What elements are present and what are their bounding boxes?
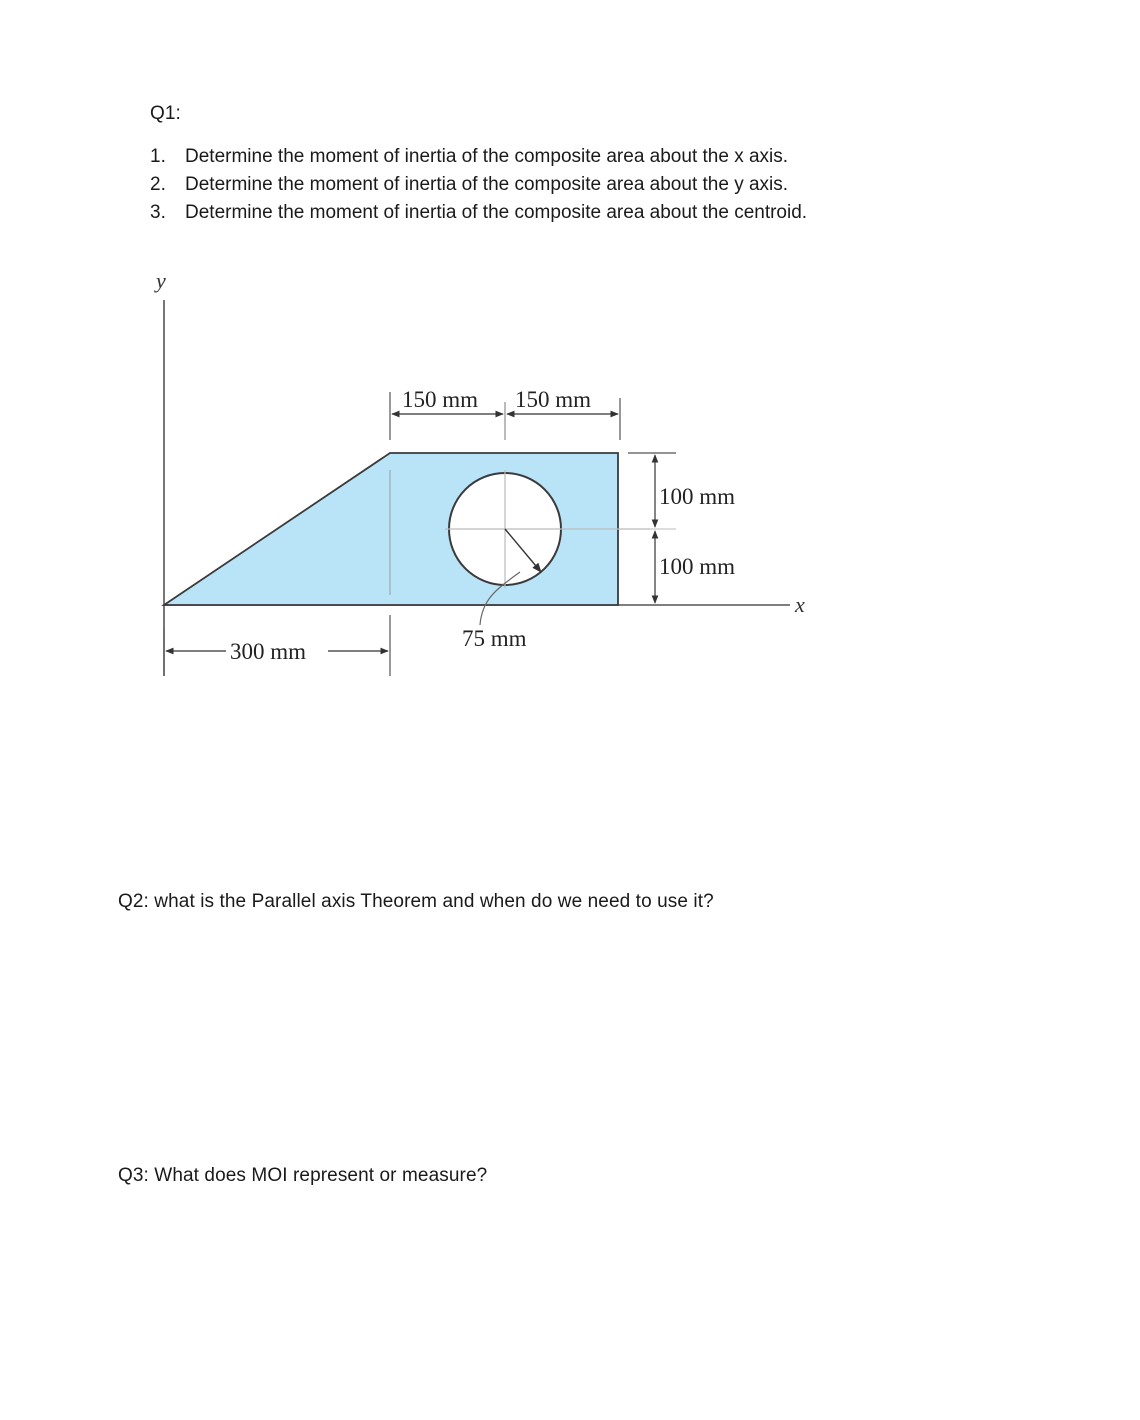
- q3-text: Q3: What does MOI represent or measure?: [118, 1165, 488, 1186]
- q2-text: Q2: what is the Parallel axis Theorem and when do we need to use it?: [118, 891, 714, 912]
- list-item-text: Determine the moment of inertia of the composite area about the x axis.: [185, 146, 789, 167]
- x-axis-label: x: [795, 592, 805, 617]
- dimension-bottom-label: 300 mm: [230, 639, 307, 664]
- dimension-radius-label: 75 mm: [462, 626, 527, 651]
- list-item-number: 1.: [150, 146, 166, 167]
- y-axis-label: y: [156, 268, 166, 293]
- dimension-right-lower-label: 100 mm: [659, 554, 736, 579]
- dimension-right-upper-label: 100 mm: [659, 484, 736, 509]
- q1-heading: Q1:: [150, 103, 181, 124]
- list-item-number: 2.: [150, 174, 166, 195]
- dimension-top-right-label: 150 mm: [515, 387, 592, 412]
- list-item-text: Determine the moment of inertia of the composite area about the y axis.: [185, 174, 789, 195]
- list-item-text: Determine the moment of inertia of the composite area about the centroid.: [185, 202, 808, 223]
- list-item-number: 3.: [150, 202, 166, 223]
- dimension-top-left-label: 150 mm: [402, 387, 479, 412]
